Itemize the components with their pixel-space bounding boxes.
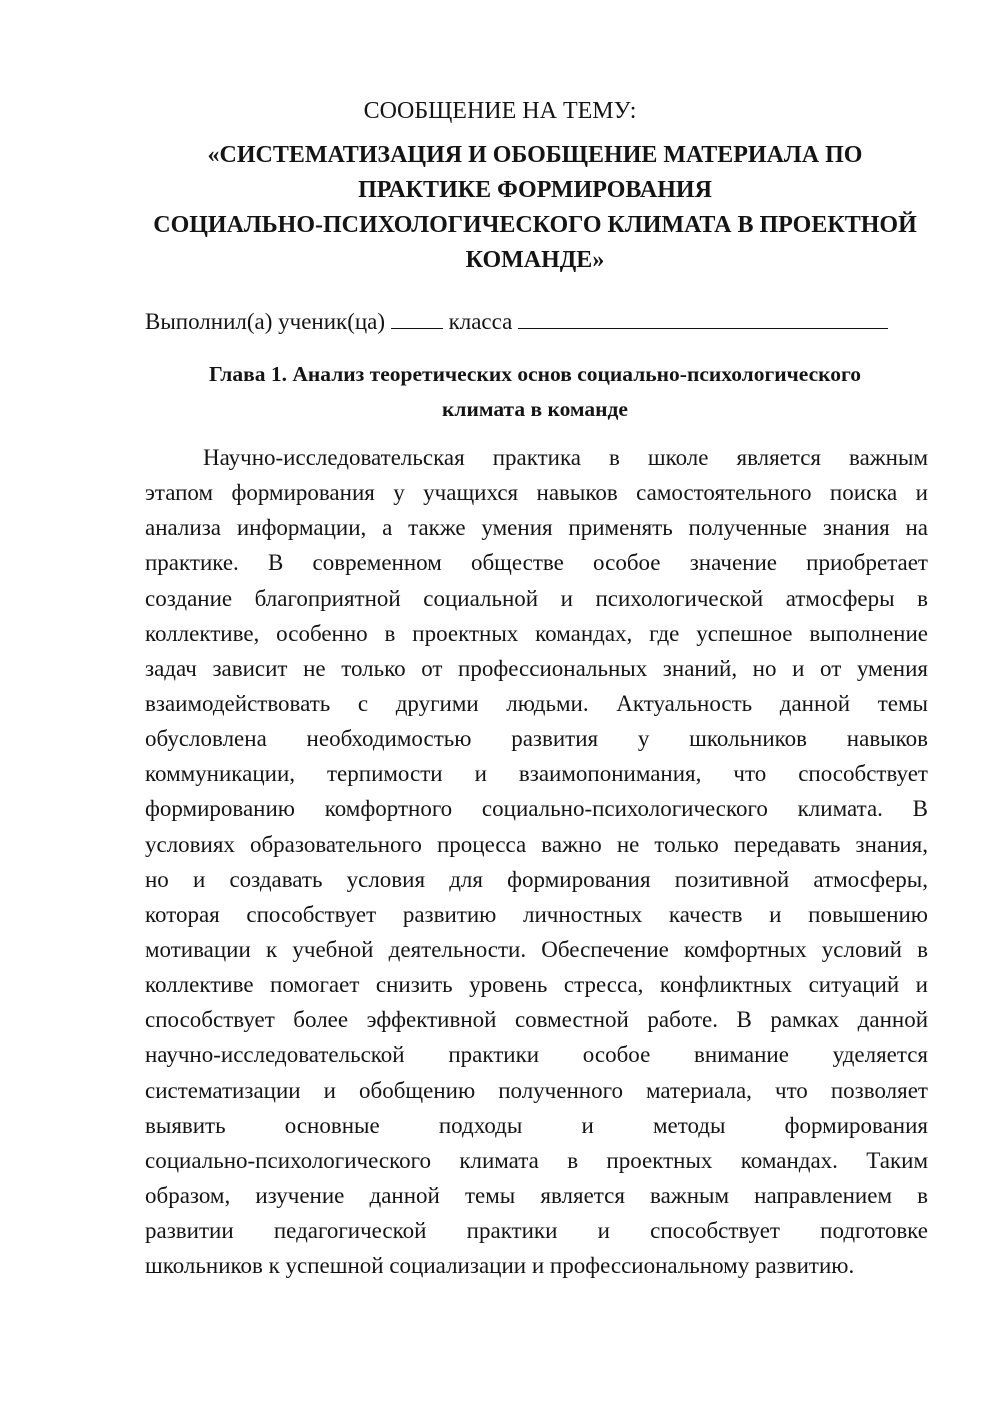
paragraph-line: коллективе, особенно в проектных командах, где успешное выполнение [145, 620, 928, 646]
author-line [145, 306, 925, 336]
paragraph-line: формированию комфортного социально-психологического климата. В [145, 796, 928, 822]
paragraph-line: мотивации к учебной деятельности. Обеспечение комфортных условий в [145, 936, 928, 962]
title-line: КОМАНДЕ» [465, 247, 605, 273]
paragraph-line: способствует более эффективной совместной работе. В рамках данной [145, 1007, 928, 1033]
title-line: «СИСТЕМАТИЗАЦИЯ И ОБОБЩЕНИЕ МАТЕРИАЛА ПО [207, 142, 863, 168]
paragraph-line: Научно-исследовательская практика в школе является важным [203, 445, 928, 470]
paragraph-line: систематизации и обобщению полученного материала, что позволяет [145, 1077, 928, 1103]
paragraph-line: которая способствует развитию личностных качеств и повышению [145, 901, 928, 927]
class-label: класса [448, 309, 513, 334]
chapter-title-line: климата в команде [442, 397, 628, 421]
paragraph-line: научно-исследовательской практики особое внимание уделяется [145, 1042, 928, 1068]
author-label: Выполнил(а) ученик(ца) [145, 309, 386, 334]
paragraph-line: школьников к успешной социализации и профессиональному развитию. [145, 1253, 855, 1279]
name-blank [518, 306, 888, 329]
paragraph-line: этапом формирования у учащихся навыков самостоятельного поиска и [145, 480, 928, 506]
paragraph-line: образом, изучение данной темы является важным направлением в [145, 1182, 928, 1208]
paragraph-line: практике. В современном обществе особое значение приобретает [145, 550, 928, 576]
paragraph-line: коллективе помогает снизить уровень стресса, конфликтных ситуаций и [145, 972, 928, 998]
paragraph-line: но и создавать условия для формирования позитивной атмосферы, [145, 866, 928, 892]
chapter-title-line: Глава 1. Анализ теоретических основ социально-психологического [209, 362, 861, 386]
paragraph-line: выявить основные подходы и методы формирования [145, 1112, 928, 1138]
paragraph-line: обусловлена необходимостью развития у школьников навыков [145, 726, 928, 752]
paragraph-line: анализа информации, а также умения применять полученные знания на [145, 515, 928, 541]
paragraph-line: социально-психологического климата в проектных командах. Таким [145, 1147, 928, 1173]
title-line: ПРАКТИКЕ ФОРМИРОВАНИЯ [358, 177, 712, 203]
paragraph-line: создание благоприятной социальной и психологической атмосферы в [145, 585, 928, 611]
paragraph-line: коммуникации, терпимости и взаимопонимания, что способствует [145, 761, 928, 787]
body-paragraph [145, 443, 928, 1286]
paragraph-line: задач зависит не только от профессиональных знаний, но и от умения [145, 655, 928, 681]
paragraph-line: условиях образовательного процесса важно не только передавать знания, [145, 831, 928, 857]
title-line: СОЦИАЛЬНО-ПСИХОЛОГИЧЕСКОГО КЛИМАТА В ПРОЕКТНОЙ [153, 212, 917, 238]
paragraph-line: взаимодействовать с другими людьми. Актуальность данной темы [145, 690, 928, 716]
document-header: СООБЩЕНИЕ НА ТЕМУ: [363, 98, 637, 124]
paragraph-line: развитии педагогической практики и способствует подготовке [145, 1218, 928, 1244]
grade-blank [391, 306, 443, 329]
